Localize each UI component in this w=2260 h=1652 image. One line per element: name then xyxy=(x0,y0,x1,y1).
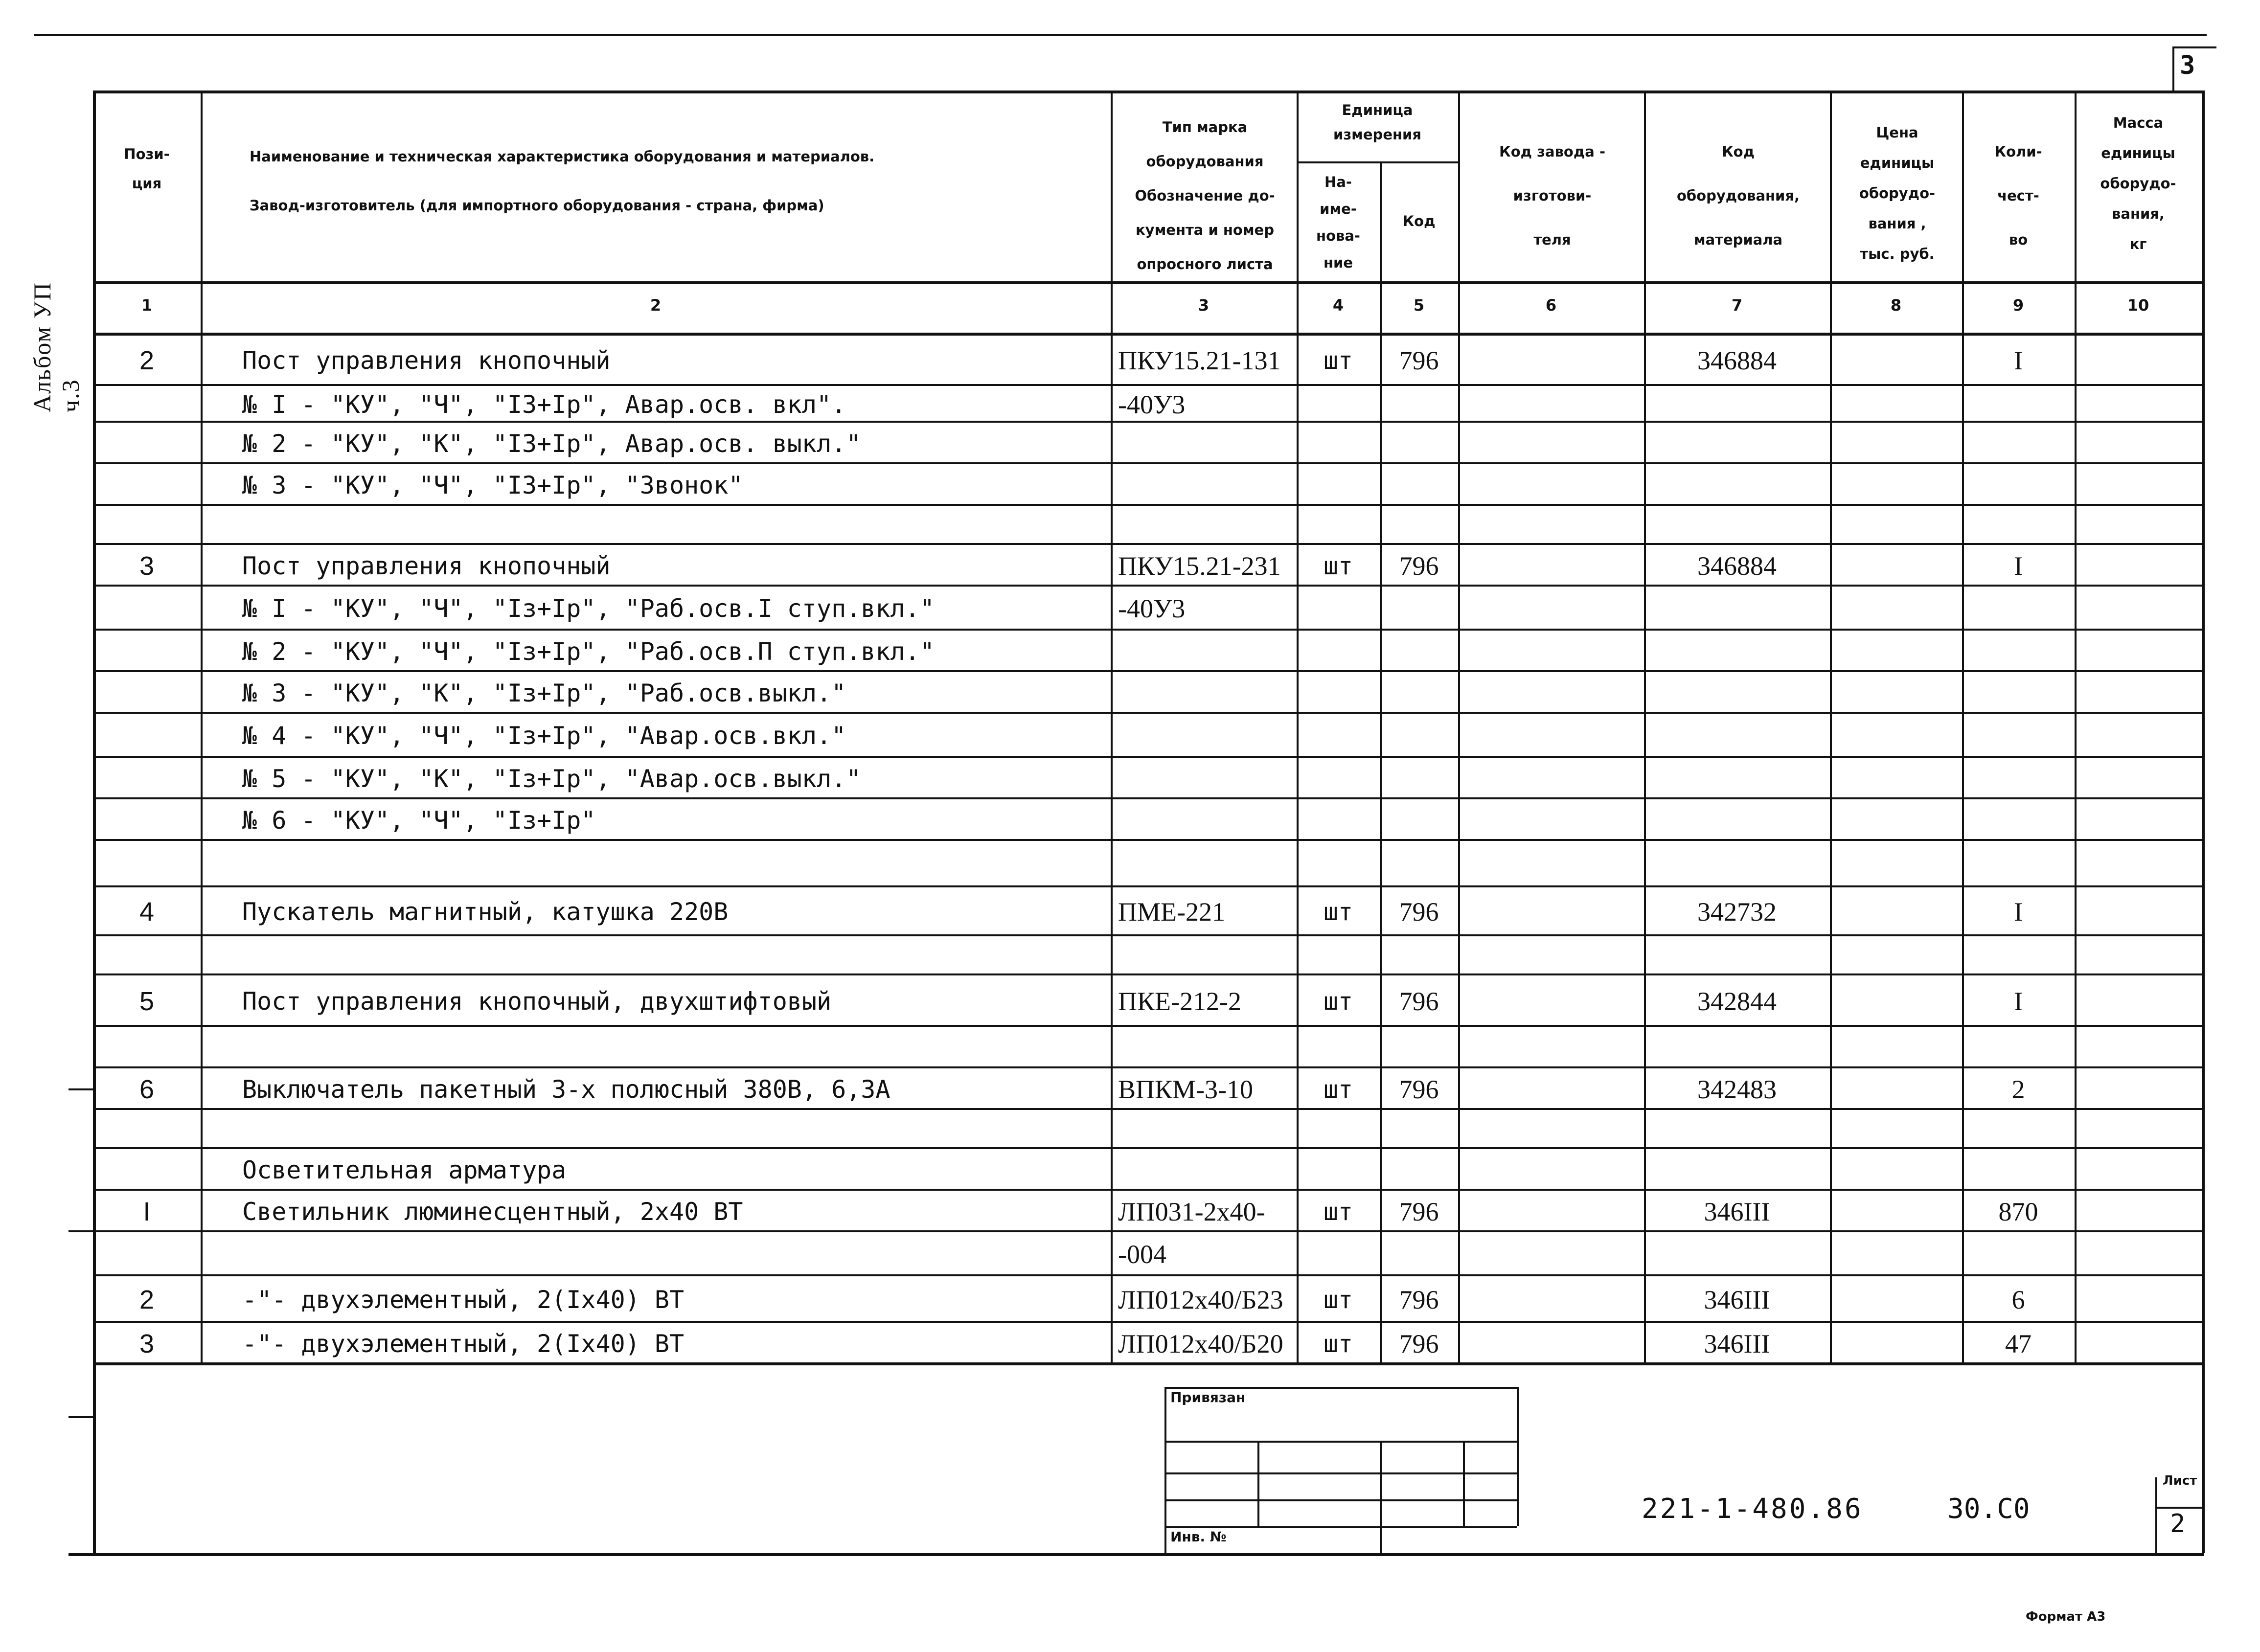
side-label: Альбом УП ч.3 xyxy=(28,282,84,412)
cell-code: 796 xyxy=(1399,345,1439,375)
stamp-inv: Инв. № xyxy=(1170,1529,1227,1545)
stamp-privyazan: Привязан xyxy=(1170,1389,1246,1405)
cell-name: № 6 - "КУ", "Ч", "Iз+Ip" xyxy=(242,806,596,835)
col-number: 8 xyxy=(1890,296,1902,315)
cell-pos: 6 xyxy=(139,1074,155,1104)
cell-name: № 2 - "КУ", "Ч", "Iз+Ip", "Раб.осв.П ступ.вкл." xyxy=(242,637,935,666)
col-number: 4 xyxy=(1332,296,1344,315)
cell-pos: 2 xyxy=(139,345,155,375)
cell-type: -40У3 xyxy=(1118,389,1186,419)
cell-name: № I - "КУ", "Ч", "Iз+Ip", "Раб.осв.I ступ.вкл." xyxy=(242,594,935,623)
cell-unit: шт xyxy=(1323,551,1353,580)
col-number: 5 xyxy=(1413,296,1425,315)
cell-unit: шт xyxy=(1323,898,1353,926)
cell-pos: 5 xyxy=(139,986,155,1016)
cell-code: 796 xyxy=(1399,986,1439,1016)
cell-pos: I xyxy=(143,1197,151,1226)
header-unit-code: Код xyxy=(1402,213,1436,229)
header-type: Тип марка оборудования Обозначение до- кумента и номер опросного листа xyxy=(1135,119,1275,272)
cell-code: 796 xyxy=(1399,1285,1439,1314)
list-label: Лист xyxy=(2163,1473,2197,1488)
cell-name: № 5 - "КУ", "К", "Iз+Ip", "Авар.осв.выкл." xyxy=(242,764,861,793)
cell-unit: шт xyxy=(1323,346,1353,375)
cell-qty: 47 xyxy=(2005,1329,2032,1358)
cell-name: Пост управления кнопочный xyxy=(242,346,611,375)
col-number: 3 xyxy=(1198,296,1210,315)
cell-code: 796 xyxy=(1399,1197,1439,1226)
corner-number: 3 xyxy=(2180,51,2195,80)
cell-unit: шт xyxy=(1323,1075,1353,1104)
cell-code: 796 xyxy=(1399,551,1439,581)
col-number: 10 xyxy=(2127,296,2149,315)
cell-name: № 2 - "КУ", "К", "I3+Ip", Авар.осв. выкл." xyxy=(242,429,861,458)
cell-pos: 3 xyxy=(139,1329,155,1358)
cell-pos: 3 xyxy=(139,551,155,581)
header-name: Наименование и техническая характеристика оборудования и материалов. Завод-изготовитель (для импортного оборудования - страна, фирма) xyxy=(250,148,875,214)
cell-mat: 346III xyxy=(1704,1197,1770,1226)
cell-name: Пост управления кнопочный, двухштифтовый xyxy=(242,987,832,1016)
sheet-code: 30.С0 xyxy=(1947,1493,2030,1525)
cell-type: ВПКМ-3-10 xyxy=(1118,1074,1254,1104)
doc-code: 221-1-480.86 xyxy=(1642,1493,1863,1525)
list-number: 2 xyxy=(2170,1509,2186,1539)
cell-name: -"- двухэлементный, 2(Iх40) ВТ xyxy=(242,1329,685,1358)
cell-type: -40У3 xyxy=(1118,594,1186,623)
cell-type: ПМЕ-221 xyxy=(1118,897,1225,927)
cell-type: ПКУ15.21-231 xyxy=(1118,551,1281,581)
cell-unit: шт xyxy=(1323,1285,1353,1314)
header-mass: Масса единицы оборудо- вания, кг xyxy=(2100,114,2176,252)
cell-name: Пост управления кнопочный xyxy=(242,551,611,580)
cell-name: -"- двухэлементный, 2(Iх40) ВТ xyxy=(242,1285,685,1314)
cell-pos: 4 xyxy=(139,897,155,927)
header-unit: Единица измерения xyxy=(1333,102,1421,143)
cell-name: Осветительная арматура xyxy=(242,1155,567,1184)
cell-name: № I - "КУ", "Ч", "I3+Ip", Авар.осв. вкл". xyxy=(242,390,846,419)
cell-name: № 4 - "КУ", "Ч", "Iз+Ip", "Авар.осв.вкл." xyxy=(242,722,846,750)
col-number: 1 xyxy=(141,296,153,315)
cell-mat: 346III xyxy=(1704,1285,1770,1314)
cell-mat: 346884 xyxy=(1697,551,1777,581)
cell-qty: 870 xyxy=(1998,1197,2038,1226)
header-position: Пози- ция xyxy=(124,146,170,192)
cell-qty: I xyxy=(2014,551,2023,581)
cell-mat: 346III xyxy=(1704,1329,1770,1358)
cell-mat: 342732 xyxy=(1697,897,1777,927)
col-number: 7 xyxy=(1731,296,1743,315)
col-number: 9 xyxy=(2012,296,2024,315)
format-label: Формат А3 xyxy=(2026,1609,2106,1624)
cell-mat: 342483 xyxy=(1697,1074,1777,1104)
cell-name: № 3 - "КУ", "Ч", "I3+Ip", "Звонок" xyxy=(242,471,743,499)
cell-code: 796 xyxy=(1399,1074,1439,1104)
cell-type: -004 xyxy=(1118,1240,1166,1269)
cell-mat: 342844 xyxy=(1697,986,1777,1016)
cell-type: ЛП031-2х40- xyxy=(1118,1197,1265,1226)
col-number: 2 xyxy=(650,296,662,315)
cell-name: Светильник люминесцентный, 2х40 ВТ xyxy=(242,1197,743,1226)
cell-type: ЛП012х40/Б20 xyxy=(1118,1329,1283,1358)
cell-qty: 6 xyxy=(2011,1285,2025,1314)
header-material-code: Код оборудования, материала xyxy=(1676,143,1800,248)
cell-name: № 3 - "КУ", "К", "Iз+Ip", "Раб.осв.выкл." xyxy=(242,679,846,707)
header-price: Цена единицы оборудо- вания , тыс. руб. xyxy=(1859,124,1936,262)
cell-mat: 346884 xyxy=(1697,345,1777,375)
header-quantity: Коли- чест- во xyxy=(1994,143,2042,248)
cell-qty: I xyxy=(2014,345,2023,375)
cell-name: Пускатель магнитный, катушка 220В xyxy=(242,898,729,926)
cell-name: Выключатель пакетный 3-х полюсный 380В, 6,3А xyxy=(242,1075,890,1104)
cell-qty: I xyxy=(2014,986,2023,1016)
header-factory-code: Код завода - изготови- теля xyxy=(1499,143,1605,248)
cell-type: ПКУ15.21-131 xyxy=(1118,345,1281,375)
cell-qty: 2 xyxy=(2011,1074,2025,1104)
cell-unit: шт xyxy=(1323,1329,1353,1358)
cell-type: ЛП012х40/Б23 xyxy=(1118,1285,1283,1314)
cell-unit: шт xyxy=(1323,987,1353,1016)
cell-unit: шт xyxy=(1323,1197,1353,1226)
col-number: 6 xyxy=(1545,296,1557,315)
cell-code: 796 xyxy=(1399,897,1439,927)
cell-code: 796 xyxy=(1399,1329,1439,1358)
cell-pos: 2 xyxy=(139,1285,155,1314)
cell-qty: I xyxy=(2014,897,2023,927)
header-unit-name: На- име- нова- ние xyxy=(1316,174,1360,271)
cell-type: ПКЕ-212-2 xyxy=(1118,986,1241,1016)
